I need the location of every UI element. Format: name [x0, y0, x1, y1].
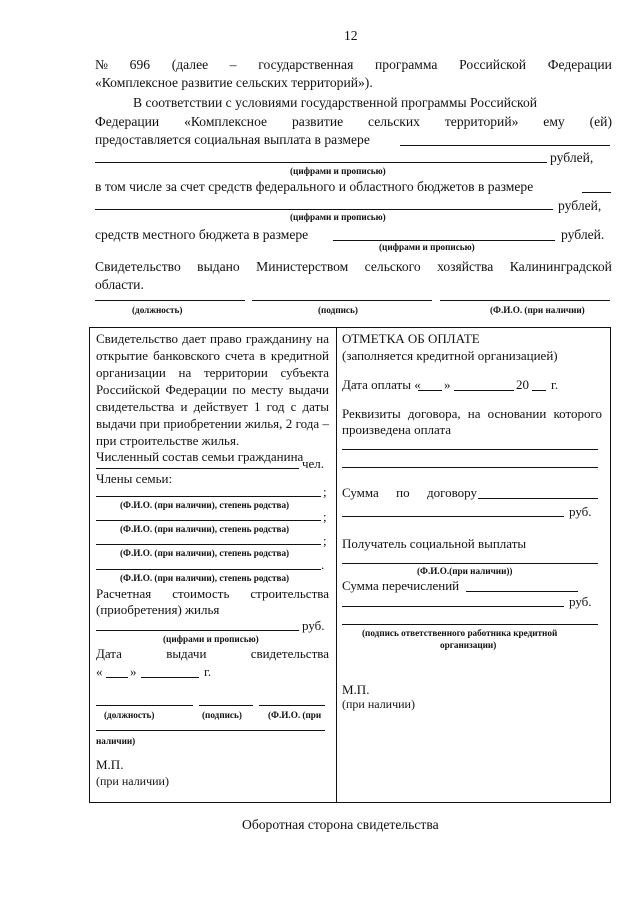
transfers-blank-2[interactable]: [342, 606, 564, 607]
word: Федерации: [547, 57, 612, 72]
text: выдачи при приобретении жилья, 2 года –: [96, 416, 329, 431]
contract-line-2: произведена оплата: [342, 422, 452, 437]
word: договору: [426, 485, 477, 500]
word: государственная: [258, 57, 354, 72]
family-members-label: Члены семьи:: [96, 471, 173, 486]
word: по: [396, 485, 410, 500]
word: Свидетельство: [95, 259, 181, 274]
member-hint: (Ф.И.О. (при наличии), степень родства): [120, 573, 290, 583]
federal-budget-line: в том числе за счет средств федерального и областного бюджетов в размере: [95, 179, 534, 194]
issue-date-line: [96, 646, 329, 662]
issuer-fio-hint: (Ф.И.О. (при: [268, 710, 322, 720]
member-blank[interactable]: [96, 544, 321, 545]
payment-date-label: Дата оплаты «: [342, 377, 421, 392]
word: территорий»: [444, 114, 519, 129]
bank-signature-blank[interactable]: [342, 624, 598, 625]
word: хозяйства: [437, 259, 494, 274]
persons-suffix: чел.: [302, 456, 325, 471]
member-hint: (Ф.И.О. (при наличии), степень родства): [120, 500, 290, 510]
local-budget-line: средств местного бюджета в размере: [95, 227, 309, 242]
word: –: [229, 57, 237, 72]
cost-line-2: (приобретения) жилья: [96, 602, 220, 617]
issuer-position-blank[interactable]: [96, 705, 193, 706]
word: стоимость: [172, 586, 230, 601]
seal-left: М.П.: [96, 757, 124, 772]
rubles-label: рублей,: [550, 150, 594, 165]
payment-mark-title: ОТМЕТКА ОБ ОПЛАТЕ: [342, 331, 480, 346]
rights-line: [96, 382, 329, 398]
text: свидетельства и действует 1 год с даты: [96, 399, 329, 414]
recipient-label: Получатель социальной выплаты: [342, 536, 527, 551]
issuer-signature-blank[interactable]: [199, 705, 253, 706]
word: Российской: [459, 57, 527, 72]
member-hint: (Ф.И.О. (при наличии), степень родства): [120, 548, 290, 558]
issuer-signature-hint: (подпись): [202, 710, 242, 720]
word: выдано: [197, 259, 240, 274]
payment-date-close: »: [444, 377, 451, 392]
federal-amount-blank-2[interactable]: [95, 209, 553, 210]
issuer-position-hint: (должность): [104, 710, 155, 720]
rights-line: [96, 399, 329, 415]
text: организации на территории субъекта: [96, 365, 329, 380]
transfers-blank[interactable]: [466, 591, 578, 592]
federal-amount-blank[interactable]: [582, 192, 611, 193]
fio-hint: (Ф.И.О. (при наличии): [490, 305, 585, 315]
rights-line: [96, 348, 329, 364]
issue-month-blank[interactable]: [141, 677, 199, 678]
word: Расчетная: [96, 586, 152, 601]
semicolon: ;: [323, 484, 327, 499]
rights-line: [96, 365, 329, 381]
word: программа: [375, 57, 438, 72]
fio-blank[interactable]: [440, 300, 610, 301]
intro-line-1: [95, 57, 612, 73]
sum-contract-rub: руб.: [569, 504, 592, 519]
date-close-quote: »: [130, 664, 137, 679]
hint-digits-words-3: (цифрами и прописью): [379, 242, 475, 252]
contract-blank-1[interactable]: [342, 449, 598, 450]
family-count-label: Численный состав семьи гражданина: [96, 449, 304, 464]
member-blank[interactable]: [96, 520, 321, 521]
rubles-label-3: рублей.: [561, 227, 605, 242]
local-amount-blank[interactable]: [333, 240, 555, 241]
transfers-rub: руб.: [569, 594, 592, 609]
word: Калининградской: [509, 259, 612, 274]
issue-day-blank[interactable]: [106, 677, 128, 678]
recipient-hint: (Ф.И.О.(при наличии)): [417, 566, 513, 576]
text: открытие банковского счета в кредитной: [96, 348, 329, 363]
word: Дата: [96, 646, 122, 661]
rights-line: [96, 331, 329, 347]
word: Сумма: [342, 485, 379, 500]
date-open-quote: «: [96, 664, 103, 679]
footer-reverse-side: Оборотная сторона свидетельства: [242, 817, 439, 832]
signature-blank[interactable]: [252, 300, 432, 301]
issuer-fio-blank[interactable]: [259, 705, 325, 706]
payment-month-blank[interactable]: [454, 390, 514, 391]
contract-blank-2[interactable]: [342, 467, 598, 468]
issued-line-1: [95, 259, 612, 275]
amount-blank-2[interactable]: [95, 162, 547, 163]
rights-line: [96, 416, 329, 432]
member-hint: (Ф.И.О. (при наличии), степень родства): [120, 524, 290, 534]
word: ему: [543, 114, 565, 129]
word: Министерством: [256, 259, 349, 274]
transfers-label: Сумма перечислений: [342, 578, 460, 593]
bank-signature-hint-2: организации): [440, 640, 497, 650]
hint-digits-words-2: (цифрами и прописью): [290, 212, 386, 222]
recipient-blank[interactable]: [342, 563, 598, 564]
amount-blank[interactable]: [400, 145, 610, 146]
payment-day-blank[interactable]: [418, 390, 442, 391]
cost-blank[interactable]: [96, 630, 299, 631]
cost-rub: руб.: [302, 618, 325, 633]
intro-line-5: предоставляется социальная выплата в размере: [95, 132, 370, 147]
sum-contract-blank[interactable]: [478, 498, 598, 499]
issued-line-2: области.: [95, 277, 144, 292]
word: развитие: [291, 114, 344, 129]
cost-hint: (цифрами и прописью): [163, 634, 259, 644]
word: «Комплексное: [184, 114, 268, 129]
word: (далее: [171, 57, 209, 72]
word: выдачи: [166, 646, 207, 661]
text: Российской Федерации по месту выдачи: [96, 382, 329, 397]
word: №: [95, 57, 108, 72]
issuer-fio-blank-2[interactable]: [96, 730, 325, 731]
family-count-blank[interactable]: [96, 468, 299, 469]
payment-year-blank[interactable]: [532, 390, 546, 391]
word: свидетельства: [250, 646, 329, 661]
hint-digits-words: (цифрами и прописью): [290, 166, 386, 176]
text: Свидетельство дает право гражданину на: [96, 331, 329, 346]
issue-year-suffix: г.: [204, 664, 212, 679]
rubles-label-2: рублей,: [558, 198, 602, 213]
position-blank[interactable]: [95, 300, 245, 301]
payment-mark-subtitle: (заполняется кредитной организацией): [342, 348, 558, 363]
word: сельского: [364, 259, 421, 274]
word: Федерации: [95, 114, 160, 129]
cost-line-1: [96, 586, 329, 602]
payment-year-prefix: 20: [516, 377, 529, 392]
rights-line: при строительстве жилья.: [96, 433, 240, 448]
word: на: [467, 406, 481, 421]
word: 696: [129, 57, 151, 72]
position-hint: (должность): [132, 305, 183, 315]
semicolon: ;: [323, 533, 327, 548]
sum-contract-blank-2[interactable]: [342, 516, 564, 517]
member-blank[interactable]: [96, 496, 321, 497]
signature-hint: (подпись): [318, 305, 358, 315]
period: .: [321, 557, 325, 572]
contract-line-1: [342, 406, 602, 422]
sum-contract-label: [342, 485, 477, 501]
column-divider: [336, 328, 337, 802]
seal-right: М.П.: [342, 682, 370, 697]
word: основании: [487, 406, 547, 421]
bank-signature-hint: (подпись ответственного работника кредитной: [362, 628, 558, 638]
page-number: 12: [344, 28, 358, 43]
word: строительства: [250, 586, 329, 601]
payment-year-suffix: г.: [551, 377, 559, 392]
issuer-fio-hint-cont: наличии): [96, 736, 136, 746]
seal-left-note: (при наличии): [96, 774, 169, 788]
word: (ей): [589, 114, 612, 129]
word: Реквизиты: [342, 406, 401, 421]
intro-line-4: [95, 114, 612, 130]
intro-line-3: В соответствии с условиями государственной программы Российской: [133, 95, 538, 110]
word: которого: [553, 406, 602, 421]
seal-right-note: (при наличии): [342, 697, 415, 711]
member-blank[interactable]: [96, 569, 321, 570]
word: сельских: [368, 114, 420, 129]
word: договора,: [407, 406, 461, 421]
intro-line-2: «Комплексное развитие сельских территорий»).: [95, 75, 373, 90]
semicolon: ;: [323, 509, 327, 524]
